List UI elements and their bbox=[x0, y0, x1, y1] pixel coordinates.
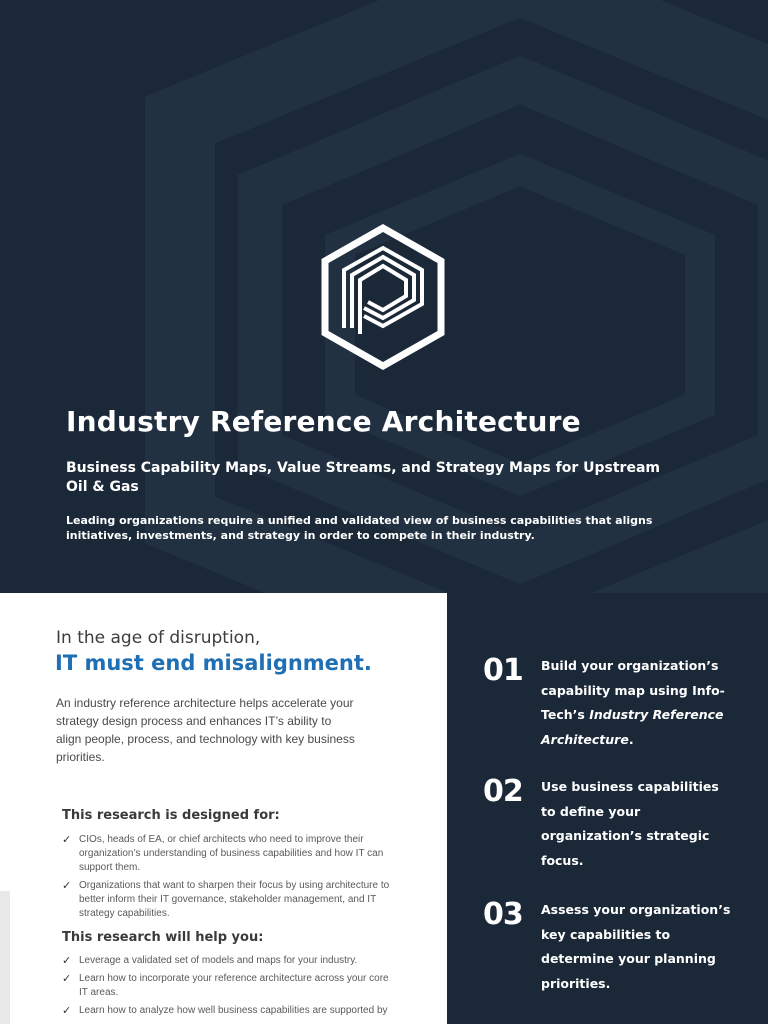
check-icon: ✓ bbox=[62, 973, 72, 985]
help-you-list bbox=[62, 954, 392, 1022]
report-description: Leading organizations require a unified and validated view of business capabilities that aligns initiatives, investments, and strategy in order to compete in their industry. bbox=[66, 514, 653, 542]
help-you-title: This research will help you: bbox=[62, 930, 264, 945]
check-icon: ✓ bbox=[62, 834, 72, 846]
step-text: Assess your organization’s key capabilities to determine your planning priorities. bbox=[541, 902, 731, 991]
list-item-text: CIOs, heads of EA, or chief architects who need to improve their organization’s understanding of business capabilities and how IT can support them. bbox=[79, 834, 384, 873]
step-number: 01 bbox=[483, 653, 523, 688]
step-emphasis: Industry Reference Architecture bbox=[541, 707, 724, 747]
list-item bbox=[62, 879, 392, 921]
report-title: Industry Reference Architecture bbox=[66, 405, 581, 438]
edge-divider bbox=[0, 891, 10, 1024]
step-text: Build your organization’s capability map using Info-Tech’s Industry Reference Architecture. bbox=[541, 658, 725, 747]
check-icon: ✓ bbox=[62, 955, 72, 967]
check-icon: ✓ bbox=[62, 880, 72, 892]
step-number: 02 bbox=[483, 774, 523, 809]
intro-lead: In the age of disruption, bbox=[56, 628, 261, 648]
steps-panel bbox=[447, 593, 768, 1024]
list-item bbox=[62, 1004, 392, 1018]
list-item-text: Learn how to analyze how well business capabilities are supported by bbox=[79, 1005, 388, 1016]
intro-headline: IT must end misalignment. bbox=[55, 651, 372, 675]
check-icon: ✓ bbox=[62, 1005, 72, 1017]
step-text: Use business capabilities to define your organization’s strategic focus. bbox=[541, 779, 719, 868]
list-item bbox=[62, 954, 392, 968]
list-item bbox=[62, 833, 392, 875]
report-subtitle: Business Capability Maps, Value Streams, and Strategy Maps for Upstream Oil & Gas bbox=[66, 460, 660, 495]
research-overview-panel bbox=[0, 593, 447, 1024]
list-item-text: Organizations that want to sharpen their focus by using architecture to better inform their IT governance, stakeholder management, and IT strategy capabilities. bbox=[79, 880, 390, 919]
step-number: 03 bbox=[483, 897, 523, 932]
list-item-text: Learn how to incorporate your reference architecture across your core IT areas. bbox=[79, 973, 389, 998]
list-item bbox=[62, 972, 392, 1000]
hexagon-logo-icon bbox=[320, 224, 446, 370]
list-item-text: Leverage a validated set of models and maps for your industry. bbox=[79, 955, 358, 966]
designed-for-title: This research is designed for: bbox=[62, 808, 280, 823]
intro-body: An industry reference architecture helps accelerate your strategy design process and enhances IT’s ability to align people, process, and technology with key business priorities. bbox=[56, 696, 355, 764]
designed-for-list bbox=[62, 833, 392, 925]
